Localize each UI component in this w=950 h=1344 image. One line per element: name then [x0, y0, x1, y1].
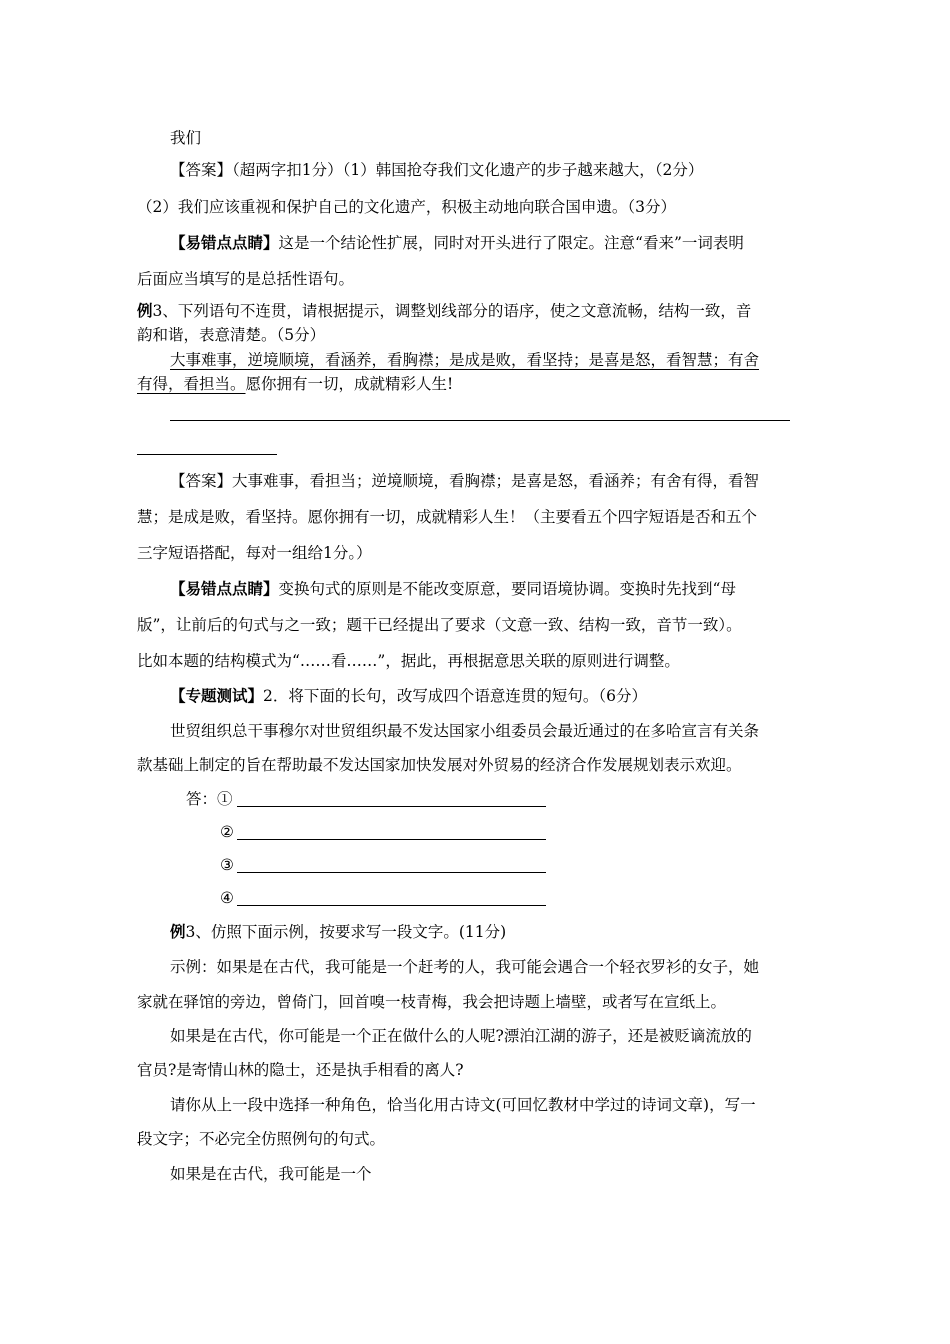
- special-test-line: [170, 686, 647, 706]
- tip-2-line-2: 版”，让前后的句式与之一致；题干已经提出了要求（文意一致、结构一致，音节一致）。: [137, 616, 742, 634]
- answer-1-line-1: 【答案】（超两字扣1分）（1）韩国抢夺我们文化遗产的步子越来越大，（2分）: [170, 161, 704, 179]
- answer-line-2[interactable]: [237, 839, 546, 840]
- tip-2-line-3: 比如本题的结构模式为“……看……”，据此，再根据意思关联的原则进行调整。: [137, 652, 680, 670]
- example-3a-line-1: [137, 301, 751, 321]
- sentence-rest: 愿你拥有一切，成就精彩人生!: [245, 375, 454, 393]
- answer-num-1: ①: [217, 790, 233, 808]
- long-sentence-line-1: 世贸组织总干事穆尔对世贸组织最不发达国家小组委员会最近通过的在多哈宣言有关条: [170, 722, 760, 740]
- requirement-line-2: 段文字；不必完全仿照例句的句式。: [137, 1130, 386, 1148]
- text-women: 我们: [170, 129, 202, 147]
- requirement-line-1: 请你从上一段中选择一种角色，恰当化用古诗文(可回忆教材中学过的诗词文章)，写一: [170, 1096, 756, 1114]
- answer-2-line-2: 慧；是成是败，看坚持。愿你拥有一切，成就精彩人生！（主要看五个四字短语是否和五个: [137, 508, 758, 526]
- answer-prefix: 答：①: [186, 790, 233, 808]
- example-3a-tag: 例: [137, 301, 153, 320]
- answer-blank-line-2: [137, 454, 277, 455]
- tip-1-text: 这是一个结论性扩展，同时对开头进行了限定。注意“看来”一词表明: [278, 234, 744, 252]
- answer-2-line-3: 三字短语搭配，每对一组给1分。）: [137, 544, 372, 562]
- example-3a-line-2: 韵和谐，表意清楚。（5分）: [137, 326, 326, 344]
- question-line-1: 如果是在古代，你可能是一个正在做什么的人呢?漂泊江湖的游子，还是被贬谪流放的: [170, 1027, 752, 1045]
- tip-2-line-1: [170, 579, 736, 599]
- underlined-part: 有得，看担当。: [137, 375, 246, 393]
- example-3b-line: [170, 922, 506, 942]
- tip-2-tag: 【易错点点睛】: [170, 579, 279, 598]
- example-3b-tag: 例: [170, 922, 186, 941]
- final-prompt-line: 如果是在古代，我可能是一个: [170, 1165, 372, 1183]
- tip-1-tag: 【易错点点睛】: [170, 233, 279, 252]
- tip-2-text: 变换句式的原则是不能改变原意，要同语境协调。变换时先找到“母: [278, 580, 736, 598]
- example-3b-text: 3、仿照下面示例，按要求写一段文字。(11分): [185, 923, 507, 941]
- question-line-2: 官员?是寄情山林的隐士，还是执手相看的离人?: [137, 1061, 464, 1079]
- tip-1-line-1: [170, 233, 744, 253]
- underlined-sentence-line-2: [137, 374, 453, 394]
- special-test-text: 2．将下面的长句，改写成四个语意连贯的短句。（6分）: [263, 687, 647, 705]
- answer-2-line-1: 【答案】大事难事，看担当；逆境顺境，看胸襟；是喜是怒，看涵养；有舍有得，看智: [170, 472, 760, 490]
- tip-1-line-2: 后面应当填写的是总括性语句。: [137, 270, 355, 288]
- answer-line-4[interactable]: [237, 905, 546, 906]
- sample-line-2: 家就在驿馆的旁边，曾倚门，回首嗅一枝青梅，我会把诗题上墙壁，或者写在宣纸上。: [137, 993, 727, 1011]
- answer-num-2: ②: [220, 823, 234, 841]
- answer-1-line-2: （2）我们应该重视和保护自己的文化遗产，积极主动地向联合国申遗。（3分）: [137, 198, 676, 216]
- answer-line-1[interactable]: [237, 806, 546, 807]
- answer-num-4: ④: [220, 889, 234, 907]
- answer-line-3[interactable]: [237, 872, 546, 873]
- special-test-tag: 【专题测试】: [170, 686, 264, 705]
- long-sentence-line-2: 款基础上制定的旨在帮助最不发达国家加快发展对外贸易的经济合作发展规划表示欢迎。: [137, 756, 742, 774]
- underlined-sentence-line-1: 大事难事，逆境顺境，看涵养，看胸襟；是成是败，看坚持；是喜是怒，看智慧；有舍: [170, 351, 760, 369]
- example-3a-text: 3、下列语句不连贯，请根据提示，调整划线部分的语序，使之文意流畅，结构一致，音: [152, 302, 752, 320]
- answer-num-3: ③: [220, 856, 234, 874]
- sample-line-1: 示例：如果是在古代，我可能是一个赶考的人，我可能会遇合一个轻衣罗衫的女子，她: [170, 958, 760, 976]
- answer-blank-line-1: [170, 420, 790, 421]
